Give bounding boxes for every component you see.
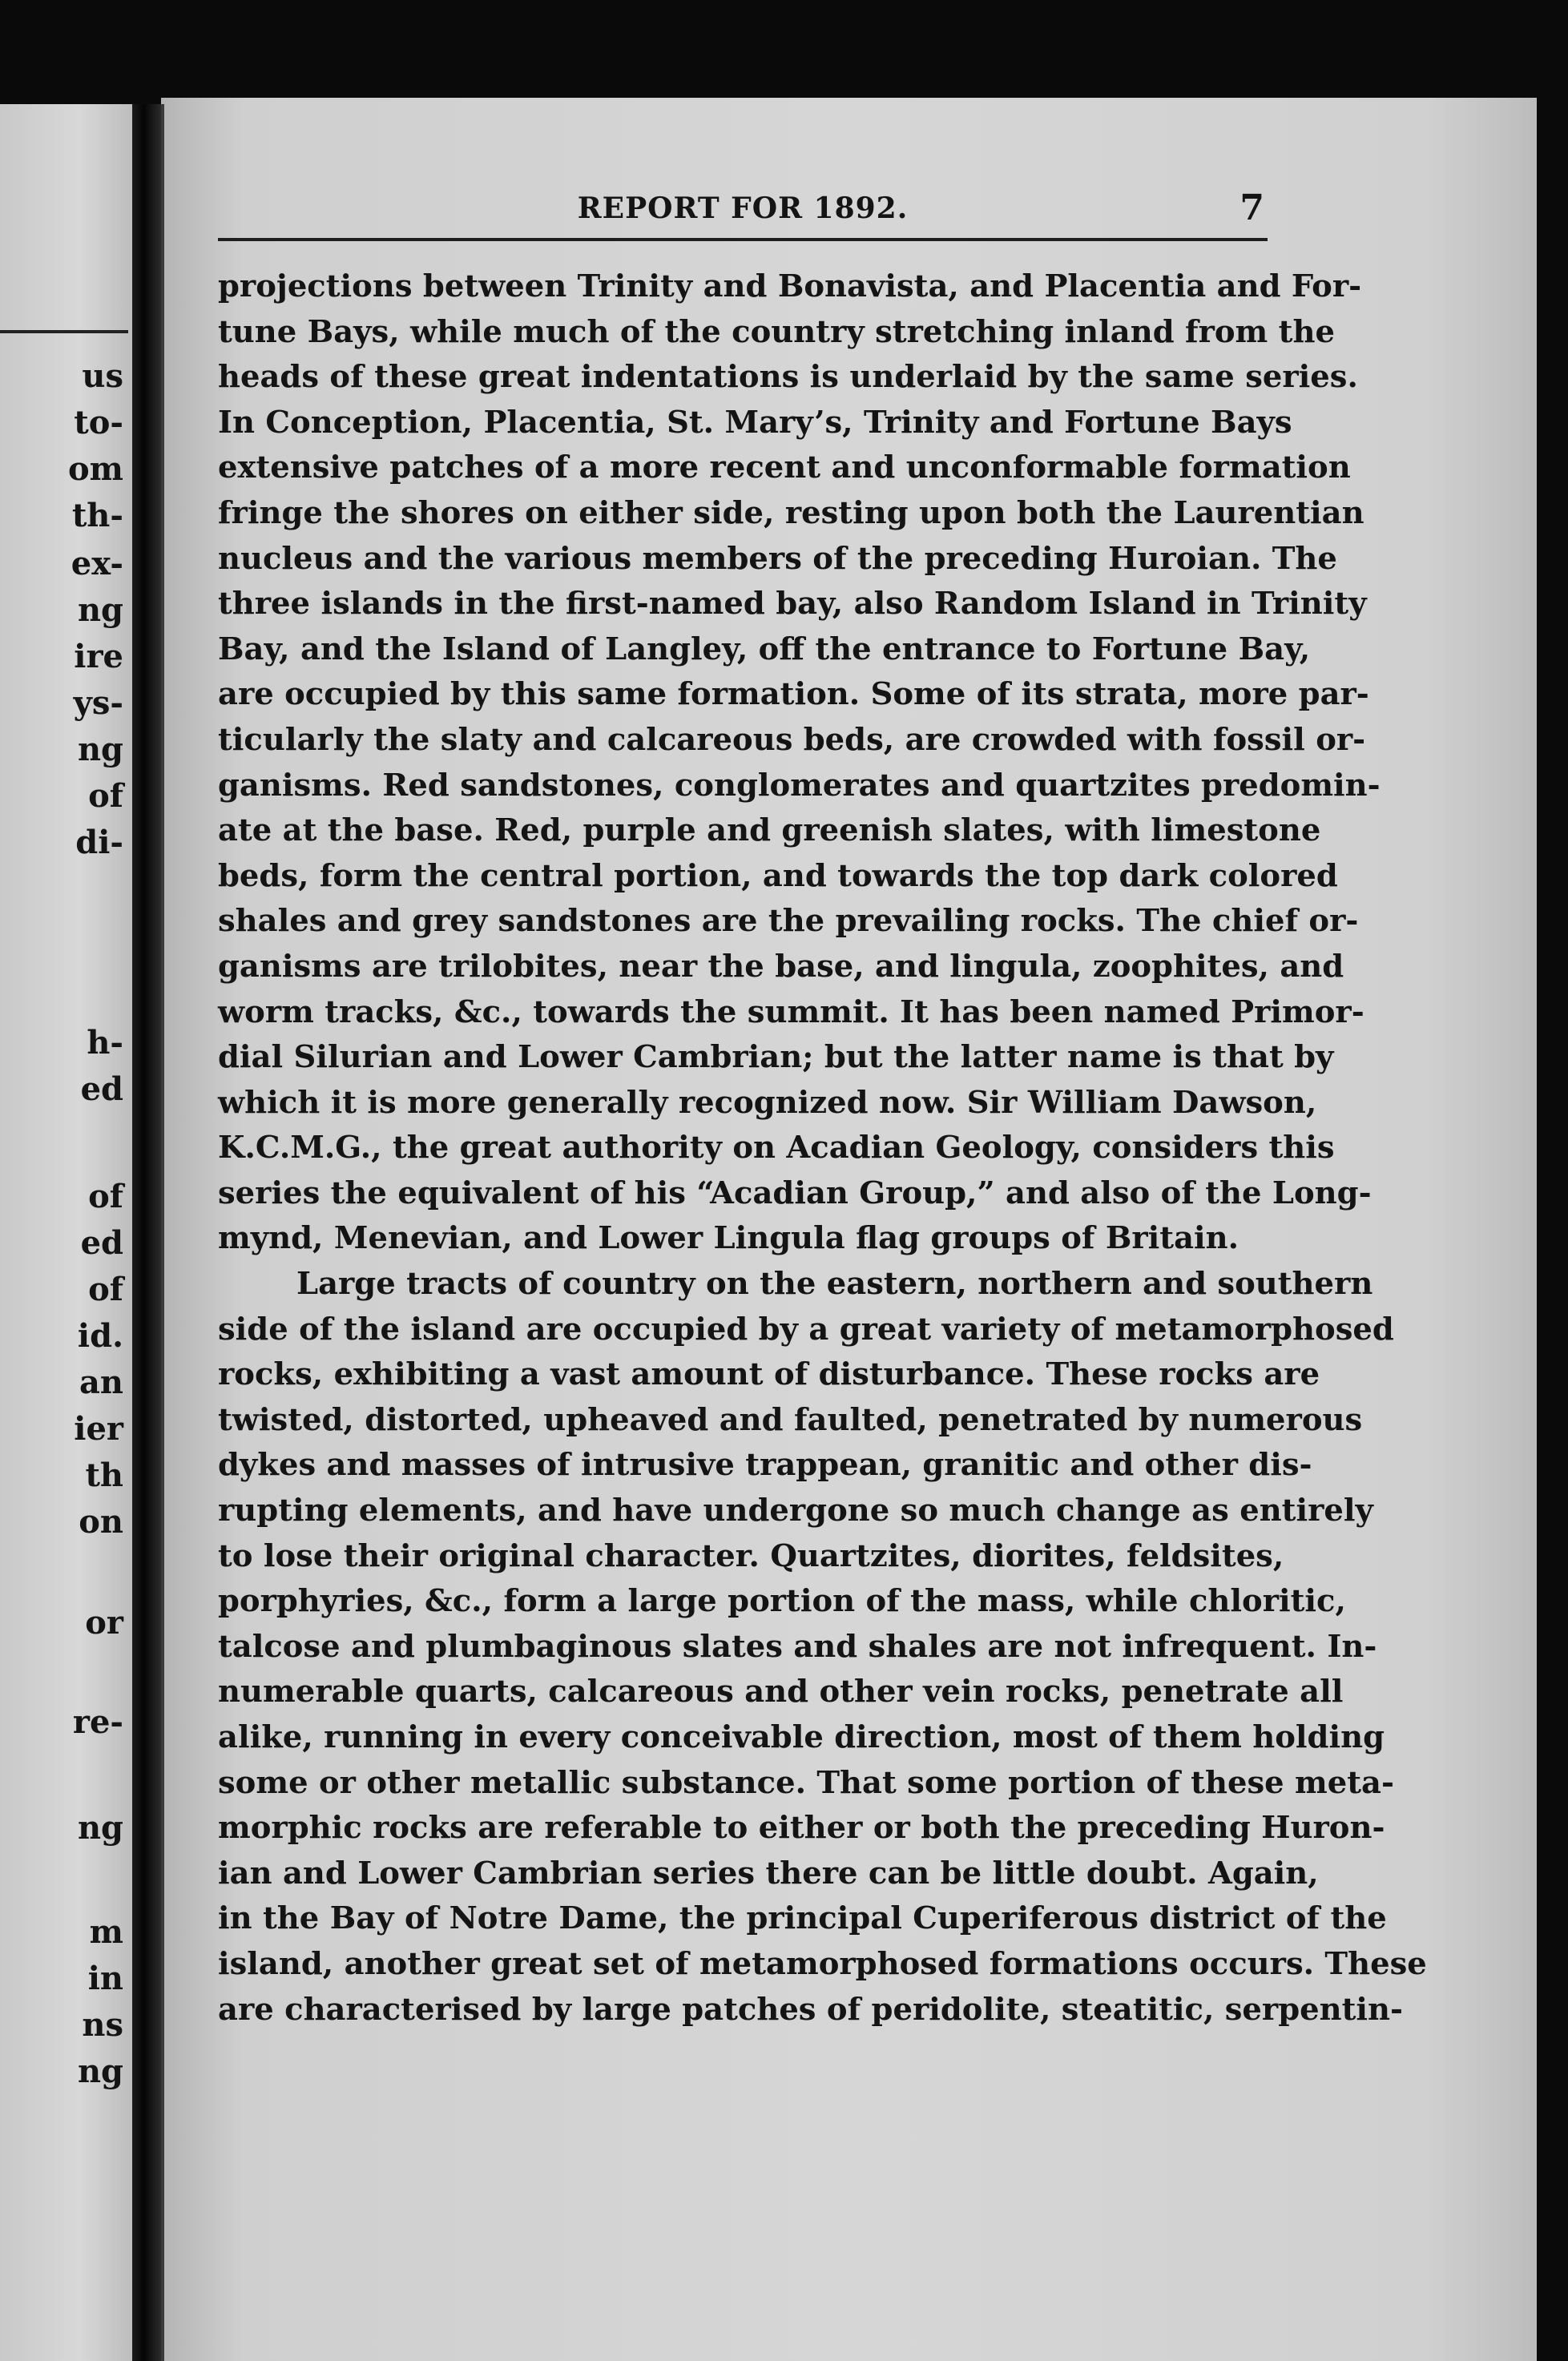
- text-line: Large tracts of country on the eastern, northern and southern: [296, 1266, 1373, 1303]
- adjacent-page-fragment: th-: [71, 497, 123, 534]
- adjacent-page-fragment: of: [88, 1271, 123, 1308]
- running-head: [218, 185, 1268, 233]
- scan-border-top: [0, 0, 1568, 112]
- text-line: ian and Lower Cambrian series there can be little doubt. Again,: [218, 1855, 1319, 1892]
- adjacent-page-fragment: ex-: [71, 545, 123, 582]
- text-line: which it is more generally recognized now. Sir William Dawson,: [218, 1084, 1317, 1121]
- text-line: dial Silurian and Lower Cambrian; but the latter name is that by: [218, 1039, 1334, 1076]
- adjacent-page-fragment: ng: [77, 2053, 123, 2090]
- text-line: In Conception, Placentia, St. Mary’s, Trinity and Fortune Bays: [218, 404, 1292, 441]
- adjacent-page: [0, 104, 132, 2361]
- text-line: rupting elements, and have undergone so much change as entirely: [218, 1493, 1373, 1529]
- text-line: heads of these great indentations is underlaid by the same series.: [218, 359, 1358, 396]
- adjacent-page-fragment: h-: [87, 1024, 123, 1062]
- text-line: to lose their original character. Quartzites, diorites, feldsites,: [218, 1537, 1284, 1574]
- text-line: shales and grey sandstones are the prevailing rocks. The chief or-: [218, 903, 1359, 940]
- text-line: Bay, and the Island of Langley, off the entrance to Fortune Bay,: [218, 631, 1311, 667]
- text-line: worm tracks, &c., towards the summit. It has been named Primor-: [218, 993, 1364, 1030]
- text-line: morphic rocks are referable to either or both the preceding Huron-: [218, 1810, 1385, 1847]
- adjacent-page-fragment: to-: [74, 404, 123, 441]
- text-line: ganisms are trilobites, near the base, and lingula, zoophites, and: [218, 948, 1344, 985]
- adjacent-page-fragment: ier: [74, 1410, 123, 1448]
- page-number: 7: [1239, 187, 1264, 228]
- text-line: porphyries, &c., form a large portion of the mass, while chloritic,: [218, 1583, 1346, 1620]
- text-line: fringe the shores on either side, resting upon both the Laurentian: [218, 494, 1364, 531]
- adjacent-page-fragment: in: [87, 1960, 123, 1997]
- text-line: in the Bay of Notre Dame, the principal Cuperiferous district of the: [218, 1900, 1387, 1937]
- adjacent-page-fragment: on: [79, 1503, 123, 1541]
- text-line: alike, running in every conceivable direction, most of them holding: [218, 1719, 1385, 1755]
- scan-border-right: [1537, 0, 1568, 2361]
- text-line: side of the island are occupied by a great variety of metamorphosed: [218, 1311, 1394, 1348]
- adjacent-page-fragment: of: [88, 777, 123, 815]
- text-line: some or other metallic substance. That some portion of these meta-: [218, 1764, 1394, 1801]
- adjacent-page-fragment: ys-: [73, 684, 123, 722]
- text-line: K.C.M.G., the great authority on Acadian Geology, considers this: [218, 1130, 1335, 1166]
- adjacent-page-fragment: us: [82, 357, 123, 395]
- adjacent-page-fragment: ire: [74, 638, 123, 675]
- text-line: series the equivalent of his “Acadian Group,” and also of the Long-: [218, 1174, 1372, 1211]
- running-head-title: REPORT FOR 1892.: [577, 191, 909, 225]
- text-line: rocks, exhibiting a vast amount of disturbance. These rocks are: [218, 1356, 1320, 1393]
- adjacent-page-fragment: m: [89, 1913, 123, 1951]
- text-line: are characterised by large patches of peridolite, steatitic, serpentin-: [218, 1991, 1403, 2028]
- paragraph-2: [218, 1262, 1427, 2033]
- adjacent-page-fragment: of: [88, 1178, 123, 1215]
- adjacent-page-fragment: om: [67, 450, 123, 488]
- adjacent-page-fragment: re-: [72, 1703, 123, 1741]
- page-gutter: [132, 104, 161, 2361]
- adjacent-page-fragment: di-: [75, 824, 123, 861]
- page-edge-shadow: [161, 104, 164, 2361]
- adjacent-page-fragment: ng: [77, 731, 123, 768]
- adjacent-page-fragment: or: [85, 1604, 123, 1642]
- adjacent-page-fragment: an: [79, 1364, 123, 1401]
- text-line: extensive patches of a more recent and unconformable formation: [218, 449, 1351, 486]
- adjacent-page-fragment: ns: [82, 2006, 123, 2044]
- paragraph-1: [218, 264, 1381, 1262]
- adjacent-page-fragment: ed: [80, 1070, 123, 1108]
- text-line: projections between Trinity and Bonavista, and Placentia and For-: [218, 268, 1362, 304]
- text-line: mynd, Menevian, and Lower Lingula flag groups of Britain.: [218, 1220, 1239, 1257]
- adjacent-page-fragment: th: [85, 1456, 123, 1494]
- text-line: are occupied by this same formation. Some of its strata, more par-: [218, 676, 1369, 713]
- text-line: island, another great set of metamorphosed formations occurs. These: [218, 1945, 1427, 1982]
- adjacent-page-fragment: id.: [77, 1317, 123, 1355]
- adjacent-page-fragment: ng: [77, 591, 123, 629]
- text-line: ganisms. Red sandstones, conglomerates and quartzites predomin-: [218, 767, 1381, 804]
- text-line: beds, form the central portion, and towards the top dark colored: [218, 857, 1338, 894]
- body-text: [218, 264, 1427, 2033]
- text-line: three islands in the first-named bay, also Random Island in Trinity: [218, 586, 1367, 622]
- header-rule: [218, 238, 1268, 241]
- adjacent-page-fragments: [0, 104, 128, 2361]
- adjacent-page-fragment: ed: [80, 1224, 123, 1262]
- text-line: numerable quarts, calcareous and other vein rocks, penetrate all: [218, 1674, 1344, 1710]
- text-line: dykes and masses of intrusive trappean, granitic and other dis-: [218, 1447, 1312, 1484]
- text-line: ate at the base. Red, purple and greenish slates, with limestone: [218, 812, 1321, 849]
- text-line: nucleus and the various members of the preceding Huroian. The: [218, 540, 1337, 577]
- text-line: talcose and plumbaginous slates and shales are not infrequent. In-: [218, 1628, 1377, 1665]
- text-line: ticularly the slaty and calcareous beds, are crowded with fossil or-: [218, 721, 1366, 758]
- text-line: tune Bays, while much of the country stretching inland from the: [218, 313, 1335, 350]
- adjacent-page-fragment: ng: [77, 1809, 123, 1847]
- text-line: twisted, distorted, upheaved and faulted, penetrated by numerous: [218, 1401, 1363, 1438]
